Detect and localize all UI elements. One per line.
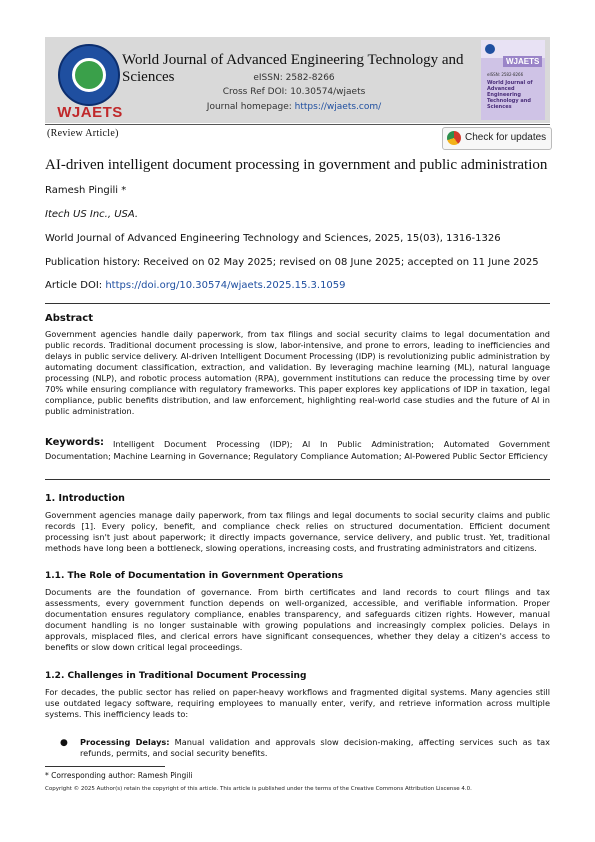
check-for-updates-label: Check for updates (465, 132, 547, 143)
bullet-body: Manual validation and approvals slow decision-making, affecting services such as tax refunds, permits, and social security benefits. (80, 737, 551, 758)
subsection-heading-challenges: 1.2. Challenges in Traditional Document Processing (45, 671, 307, 681)
subsection-heading-role: 1.1. The Role of Documentation in Government Operations (45, 571, 344, 581)
journal-cover-thumbnail (481, 40, 545, 120)
check-for-updates-button[interactable] (442, 127, 552, 150)
bullet-label: Processing Delays: (80, 737, 170, 747)
footnote-rule (45, 766, 165, 767)
logo-emblem (58, 44, 120, 106)
keywords-bottom-rule (45, 479, 550, 480)
corresponding-author-footnote: * Corresponding author: Ramesh Pingili (45, 771, 193, 780)
logo-text: WJAETS (57, 104, 123, 121)
affiliation: Itech US Inc., USA. (45, 209, 139, 220)
article-doi (45, 280, 346, 291)
section-text-introduction: Government agencies manage daily paperwork, from tax filings and legal documents to social security claims and public records [1]. Every policy, benefit, and compliance check relies on structured documentation. Efficient document processing isn't just about paperwork; it directly impacts governance, service delivery, and public trust. Yet, traditional methods have long been a bottleneck, slowing operations, increasing costs, and frustrating administrators and citizens. (45, 510, 550, 553)
publication-history: Publication history: Received on 02 May 2025; revised on 08 June 2025; accepted on 11 June 2025 (45, 257, 539, 268)
abstract-heading: Abstract (45, 313, 94, 324)
article-title: AI-driven intelligent document processing in government and public administration (45, 157, 548, 173)
bullet-item (80, 737, 550, 759)
journal-logo (50, 40, 130, 122)
cover-title: World Journal of Advanced Engineering Technology and Sciences (487, 80, 533, 110)
abstract-top-rule (45, 303, 550, 304)
author: Ramesh Pingili * (45, 185, 127, 196)
globe-icon (72, 58, 106, 92)
eissn: eISSN: 2582-8266 (253, 73, 335, 83)
article-type: (Review Article) (47, 128, 119, 139)
abstract-text: Government agencies handle daily paperwork, from tax filings and social security claims to legal documentation and public records. Traditional document processing is slow, labor-intensive, and prone to errors, leading to inefficiencies and delays in public service delivery. AI-driven Intelligent Document Processing (IDP) is revolutionizing public administration by automating document classification, extraction, and validation. By leveraging machine learning (ML), natural language processing (NLP), and robotic process automation (RPA), government institutions can reduce the processing time by over 70% while ensuring compliance with regulatory frameworks. This paper explores key applications of IDP in taxation, legal compliance, public benefits distribution, and law enforcement, highlighting real-world case studies and the future of AI in public administration. (45, 329, 550, 416)
bullet-icon: ● (60, 738, 68, 748)
crossref-doi: Cross Ref DOI: 10.30574/wjaets (222, 87, 366, 97)
keywords-text: Intelligent Document Processing (IDP); AI In Public Administration; Automated Government Documentation; Machine Learning in Governance; Regulatory Compliance Automation; AI-Powered Public Sector Efficiency (45, 439, 550, 461)
journal-title: World Journal of Advanced Engineering Technology and Sciences (122, 52, 464, 85)
doi-link[interactable]: https://doi.org/10.30574/wjaets.2025.15.3.1059 (105, 280, 346, 291)
keywords-heading: Keywords: (45, 437, 105, 448)
journal-homepage (168, 102, 420, 112)
cover-issn: eISSN: 2582-8266 (487, 72, 524, 77)
cover-logo-icon (485, 44, 495, 54)
copyright-notice: Copyright © 2025 Author(s) retain the copyright of this article. This article is published under the terms of the Creative Commons Attribution Liscense 4.0. (45, 786, 472, 792)
citation: World Journal of Advanced Engineering Technology and Sciences, 2025, 15(03), 1316-1326 (45, 233, 501, 244)
doi-label: Article DOI: (45, 280, 106, 291)
section-heading-introduction: 1. Introduction (45, 493, 125, 504)
cover-brand: WJAETS (503, 56, 542, 67)
subsection-text-challenges: For decades, the public sector has relied on paper-heavy workflows and fragmented digital systems. Many agencies still use outdated legacy software, requiring employees to manually enter, verify, and retrieve information across multiple systems. This inefficiency leads to: (45, 687, 550, 719)
homepage-link[interactable]: https://wjaets.com/ (294, 102, 382, 112)
header-divider (45, 124, 550, 125)
subsection-text-role: Documents are the foundation of governance. From birth certificates and land records to court filings and tax assessments, every government function depends on well-organized, accessible, and verifiable information. Proper documentation ensures regulatory compliance, enables transparency, and safeguards citizen rights. However, manual document handling is no longer sustainable with growing populations and increasingly complex policies. Delays in approvals, misplaced files, and clerical errors have significant consequences, whether they delay a citizen's access to benefits or slow down critical legal proceedings. (45, 587, 550, 652)
crossmark-icon (447, 131, 461, 145)
homepage-label: Journal homepage: (206, 102, 295, 112)
